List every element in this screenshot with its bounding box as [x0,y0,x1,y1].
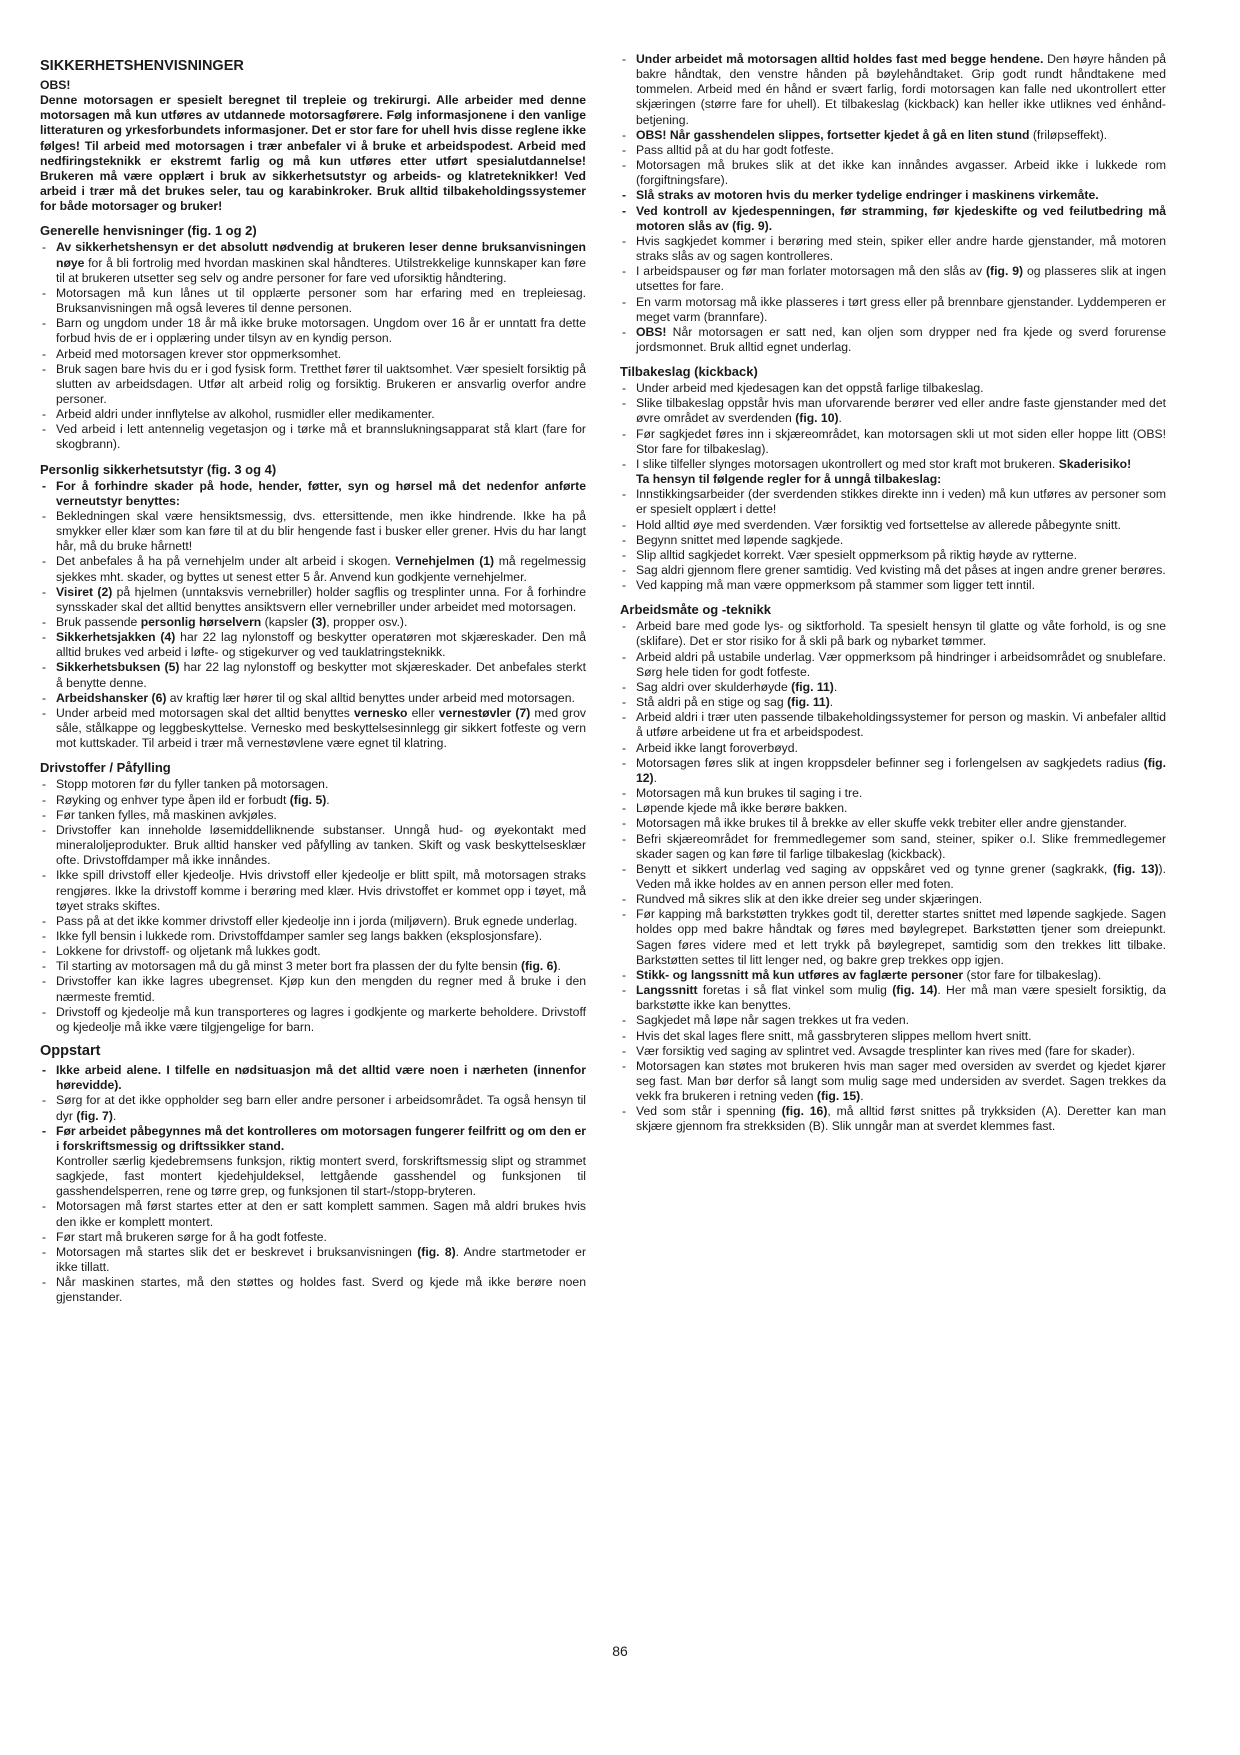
list-item: - Arbeid ikke langt foroverbøyd. [620,741,1166,756]
list-item: - Motorsagen må kun brukes til saging i tre. [620,786,1166,801]
ppe-list [40,479,586,752]
list-item: - Befri skjæreområdet for fremmedlegemer som sand, steiner, spiker o.l. Slike fremmedlegemer skader sagen og kan føre til farlige tilbakeslag (kickback). [620,832,1166,862]
list-item: - Under arbeidet må motorsagen alltid holdes fast med begge hendene. Den høyre hånden på bakre håndtak, den venstre hånden på bøylehåndtaket. Grip godt rundt håndtakene med tommelen. Arbeid med én hånd er svært farlig, fordi motorsagen kan falle ned ukontrollert etter skjæringen (større fare for uhell). Et tilbakeslag (kickback) kan heller ikke utliknes ved énhånd-betjening. [620,52,1166,128]
list-item: - Motorsagen kan støtes mot brukeren hvis man sager med oversiden av sverdet og kjedet kjører seg fast. Man bør derfor så langt som mulig sage med undersiden av sverdet. Sagen trekkes da vekk fra brukeren i retning veden (fig. 15). [620,1059,1166,1104]
list-item: - Arbeid aldri i trær uten passende tilbakeholdingssystemer for person og maskin. Vi anbefaler alltid å utføre arbeidene ut fra et arbeidspodest. [620,710,1166,740]
list-item: - Barn og ungdom under 18 år må ikke bruke motorsagen. Ungdom over 16 år er unntatt fra dette forbud hvis de er i opplæring under tilsyn av en kyndig person. [40,316,586,346]
startup-list [40,1063,586,1154]
list-item: - Motorsagen må ikke brukes til å brekke av eller skuffe vekk trebiter eller andre gjenstander. [620,816,1166,831]
list-item: - Visiret (2) på hjelmen (unntaksvis vernebriller) holder sagflis og tresplinter unna. For å forhindre synsskader skal det alltid benyttes ansiktsvern eller vernebriller under arbeidet med motorsagen. [40,585,586,615]
general-list [40,240,586,452]
list-item: - Sørg for at det ikke oppholder seg barn eller andre personer i arbeidsområdet. Ta også hensyn til dyr (fig. 7). [40,1093,586,1123]
list-item: - Arbeidshansker (6) av kraftig lær hører til og skal alltid benyttes under arbeid med motorsagen. [40,691,586,706]
operation-list [620,52,1166,355]
heading-kickback: Tilbakeslag (kickback) [620,364,758,380]
heading-technique: Arbeidsmåte og -teknikk [620,602,771,618]
list-item: - Bruk sagen bare hvis du er i god fysisk form. Tretthet fører til uaktsomhet. Vær spesielt forsiktig på slutten av arbeidsdagen. Utfør alt arbeid rolig og forsiktig. Brukeren er ansvarlig overfor andre personer. [40,362,586,407]
list-item: - Motorsagen må kun lånes ut til opplærte personer som har erfaring med en trepleiesag. Bruksanvisningen må også leveres til denne personen. [40,286,586,316]
list-item: - Arbeid aldri under innflytelse av alkohol, rusmidler eller medikamenter. [40,407,586,422]
list-item: - Sikkerhetsbuksen (5) har 22 lag nylonstoff og beskytter mot skjæreskader. Det anbefales sterkt å benytte denne. [40,660,586,690]
list-item: - Drivstoffer kan inneholde løsemiddelliknende substanser. Unngå hud- og øyekontakt med mineraloljeprodukter. Bruk alltid hansker ved påfylling av tanken. Skift og vask beskyttelsesklær ofte. Drivstoffdamper må ikke innåndes. [40,823,586,868]
list-item: - Stopp motoren før du fyller tanken på motorsagen. [40,777,586,792]
list-item: - Før tanken fylles, må maskinen avkjøles. [40,808,586,823]
list-item: - Løpende kjede må ikke berøre bakken. [620,801,1166,816]
heading-ppe: Personlig sikkerhetsutstyr (fig. 3 og 4) [40,461,277,477]
list-item: - For å forhindre skader på hode, hender, føtter, syn og hørsel må det nedenfor anførte verneutstyr benyttes: [40,479,586,509]
list-item: - Til starting av motorsagen må du gå minst 3 meter bort fra plassen der du fylte bensin (fig. 6). [40,959,586,974]
list-item: - Vær forsiktig ved saging av splintret ved. Avsagde tresplinter kan rives med (fare for skader). [620,1044,1166,1059]
list-item: - Av sikkerhetshensyn er det absolutt nødvendig at brukeren leser denne bruksanvisningen nøye for å bli fortrolig med hvordan maskinen skal håndteres. Utilstrekkelige kunnskaper kan føre til at brukeren utsetter seg selv og andre personer for fare ved uforsiktig håndtering. [40,240,586,285]
list-item: - Hvis det skal lages flere snitt, må gassbryteren slippes mellom hvert snitt. [620,1029,1166,1044]
list-item: - Det anbefales å ha på vernehjelm under alt arbeid i skogen. Vernehjelmen (1) må regelmessig sjekkes mht. skader, og byttes ut senest etter 5 år. Anvend kun godkjente vernehjelmer. [40,554,586,584]
list-item: - Bekledningen skal være hensiktsmessig, dvs. ettersittende, men ikke hindrende. Ikke ha på smykker eller klær som kan føre til at du blir hengende fast i busker eller grener. Hvis du har langt hår, må du bruke hårnett! [40,509,586,554]
list-item: - Ikke arbeid alene. I tilfelle en nødsituasjon må det alltid være noen i nærheten (innenfor hørevidde). [40,1063,586,1093]
list-item: - Ved kontroll av kjedespenningen, før stramming, før kjedeskifte og ved feilutbedring må motoren slås av (fig. 9). [620,204,1166,234]
list-item: - Benytt et sikkert underlag ved saging av oppskåret ved og tynne grener (sagkrakk, (fig. 13)). Veden må ikke holdes av en annen person eller med foten. [620,862,1166,892]
list-item: - Bruk passende personlig hørselvern (kapsler (3), propper osv.). [40,615,586,630]
list-item: - Ikke fyll bensin i lukkede rom. Drivstoffdamper samler seg langs bakken (eksplosjonsfare). [40,929,586,944]
list-item: - Arbeid aldri på ustabile underlag. Vær oppmerksom på hindringer i arbeidsområdet og snublefare. Sørg hele tiden for godt fotfeste. [620,650,1166,680]
list-item: - Motorsagen må startes slik det er beskrevet i bruksanvisningen (fig. 8). Andre startmetoder er ikke tillatt. [40,1245,586,1275]
obs-label: OBS! [40,78,71,92]
list-item: - Stikk- og langssnitt må kun utføres av faglærte personer (stor fare for tilbakeslag). [620,968,1166,983]
list-item: - Hold alltid øye med sverdenden. Vær forsiktig ved fortsettelse av allerede påbegynte snitt. [620,518,1166,533]
list-item: - Motorsagen føres slik at ingen kroppsdeler befinner seg i forlengelsen av sagkjedets radius (fig. 12). [620,756,1166,786]
list-item: - Under arbeid med kjedesagen kan det oppstå farlige tilbakeslag. [620,381,1166,396]
startup-check-paragraph: Kontroller særlig kjedebremsens funksjon, riktig montert sverd, forskriftsmessig slipt og strammet sagkjede, fast montert kjedehjuldeksel, lettgående gasshendel og funksjonen til gasshendelsperren, rene og tørre grep, og funksjonen til start-/stopp-bryteren. [56,1154,586,1199]
list-item: - Slip alltid sagkjedet korrekt. Vær spesielt oppmerksom på riktig høyde av rytterne. [620,548,1166,563]
fuel-list [40,777,586,1035]
list-item: - Ved kapping må man være oppmerksom på stammer som ligger tett inntil. [620,578,1166,593]
list-item: - Begynn snittet med løpende sagkjede. [620,533,1166,548]
page-number: 86 [612,1643,628,1659]
list-item: - Før start må brukeren sørge for å ha godt fotfeste. [40,1230,586,1245]
list-item: - Før sagkjedet føres inn i skjæreområdet, kan motorsagen skli ut mot siden eller hoppe litt (OBS! Stor fare for tilbakeslag). [620,427,1166,457]
list-item: - Sikkerhetsjakken (4) har 22 lag nylonstoff og beskytter operatøren mot skjæreskader. Den må alltid brukes ved arbeid i løfte- og stigekurver og ved tauklatringsteknikk. [40,630,586,660]
list-item: - Når maskinen startes, må den støttes og holdes fast. Sverd og kjede må ikke berøre noen gjenstander. [40,1275,586,1305]
kickback-rules-list [620,487,1166,593]
list-item: - OBS! Når motorsagen er satt ned, kan oljen som drypper ned fra kjede og sverd forurense jordsmonnet. Bruk alltid egnet underlag. [620,325,1166,355]
list-item: - Hvis sagkjedet kommer i berøring med stein, spiker eller andre harde gjenstander, må motoren straks slås av og sagen kontrolleres. [620,234,1166,264]
list-item: - Arbeid bare med gode lys- og siktforhold. Ta spesielt hensyn til glatte og våte forhold, is og sne (sklifare). Det er stor risiko for å skli på bark og nybarket tømmer. [620,619,1166,649]
list-item: - Sag aldri over skulderhøyde (fig. 11). [620,680,1166,695]
list-item: - Rundved må sikres slik at den ikke dreier seg under skjæringen. [620,892,1166,907]
intro-paragraph: Denne motorsagen er spesielt beregnet til trepleie og trekirurgi. Alle arbeider med denne motorsagen må kun utføres av utdannede motorsagførere. Følg informasjonene i den vanlige litteraturen og yrkesforbundets informasjoner. Det er stor fare for uhell hvis disse reglene ikke følges! Til arbeid med motorsagen i trær anbefaler vi å bruke et arbeidspodest. Arbeid med nedfiringsteknikk er ekstremt farlig og må kun utføres etter utført spesialutdannelse! Brukeren må være opplært i bruk av sikkerhetsutstyr og arbeids- og klatreteknikker! Ved arbeid i trær må det brukes seler, tau og karabinkroker. Bruk alltid tilbakeholdingssystemer for både motorsager og bruker! [40,93,586,214]
list-item: - Pass alltid på at du har godt fotfeste. [620,143,1166,158]
kickback-rules-heading: Ta hensyn til følgende regler for å unngå tilbakeslag: [636,472,942,487]
right-column [620,52,1166,1135]
startup-list-continued [40,1199,586,1305]
list-item: - OBS! Når gasshendelen slippes, fortsetter kjedet å gå en liten stund (friløpseffekt). [620,128,1166,143]
list-item: - Stå aldri på en stige og sag (fig. 11). [620,695,1166,710]
left-column [40,50,586,1306]
list-item: - Motorsagen må først startes etter at den er satt komplett sammen. Sagen må aldri brukes hvis den ikke er komplett montert. [40,1199,586,1229]
list-item: - Før arbeidet påbegynnes må det kontrolleres om motorsagen fungerer feilfritt og om den er i forskriftsmessig og driftssikker stand. [40,1124,586,1154]
list-item: - Sag aldri gjennom flere grener samtidig. Ved kvisting må det påses at ingen andre grener berøres. [620,563,1166,578]
list-item: - En varm motorsag må ikke plasseres i tørt gress eller på brennbare gjenstander. Lyddemperen er meget varm (brannfare). [620,295,1166,325]
list-item: - Sagkjedet må løpe når sagen trekkes ut fra veden. [620,1013,1166,1028]
heading-startup: Oppstart [40,1043,101,1060]
list-item: - Før kapping må barkstøtten trykkes godt til, deretter startes snittet med løpende sagkjede. Sagen holdes opp med bakre håndtak og føres med bøylegrepet. Barkstøtten tjener som dreiepunkt. Sagen føres videre med et lett trykk på bøylegrepet, samtidig som den trekkes litt tilbake. Barkstøtten settes til litt lenger ned, og bakre grep trekkes opp igjen. [620,907,1166,968]
list-item: - Drivstoffer kan ikke lagres ubegrenset. Kjøp kun den mengden du regner med å bruke i den nærmeste fremtid. [40,974,586,1004]
list-item: - Pass på at det ikke kommer drivstoff eller kjedeolje inn i jorda (miljøvern). Bruk egnede underlag. [40,914,586,929]
list-item: - Drivstoff og kjedeolje må kun transporteres og lagres i godkjente og markerte beholdere. Drivstoff og kjedeolje må ikke være tilgjengelige for barn. [40,1005,586,1035]
list-item: - Innstikkingsarbeider (der sverdenden stikkes direkte inn i veden) må kun utføres av personer som er spesielt opplært i dette! [620,487,1166,517]
list-item: - Lokkene for drivstoff- og oljetank må lukkes godt. [40,944,586,959]
list-item: - Under arbeid med motorsagen skal det alltid benyttes vernesko eller vernestøvler (7) med grov såle, stålkappe og leggbeskyttelse. Vernesko med beskyttelsesinnlegg gir sikkert fotfeste og vern mot kuttskader. Til arbeid i trær må vernestøvlene være egnet til klatring. [40,706,586,751]
list-item: - Slå straks av motoren hvis du merker tydelige endringer i maskinens virkemåte. [620,188,1166,203]
list-item: - Slike tilbakeslag oppstår hvis man uforvarende berører ved eller andre faste gjenstander med det øvre området av sverdenden (fig. 10). [620,396,1166,426]
list-item: - Ved som står i spenning (fig. 16), må alltid først snittes på trykksiden (A). Deretter kan man skjære gjennom fra strekksiden (B). Slik unngår man at sverdet klemmes fast. [620,1104,1166,1134]
list-item: - I arbeidspauser og før man forlater motorsagen må den slås av (fig. 9) og plasseres slik at ingen utsettes for fare. [620,264,1166,294]
list-item: - Langssnitt foretas i så flat vinkel som mulig (fig. 14). Her må man være spesielt forsiktig, da barkstøtte ikke kan benyttes. [620,983,1166,1013]
list-item: - I slike tilfeller slynges motorsagen ukontrollert og med stor kraft mot brukeren. Skaderisiko! [620,457,1166,472]
list-item: - Motorsagen må brukes slik at det ikke kan innåndes avgasser. Arbeid ikke i lukkede rom (forgiftningsfare). [620,158,1166,188]
heading-general: Generelle henvisninger (fig. 1 og 2) [40,223,257,239]
page-title: SIKKERHETSHENVISNINGER [40,58,244,74]
technique-list [620,619,1166,1134]
heading-fuel: Drivstoffer / Påfylling [40,760,171,776]
list-item: - Røyking og enhver type åpen ild er forbudt (fig. 5). [40,793,586,808]
kickback-list [620,381,1166,472]
list-item: - Ikke spill drivstoff eller kjedeolje. Hvis drivstoff eller kjedeolje er blitt spilt, må motorsagen straks rengjøres. Ikke la drivstoff komme i berøring med klær. Hvis drivstoffet er kommet opp i tøyet, må tøyet straks skiftes. [40,868,586,913]
list-item: - Ved arbeid i lett antennelig vegetasjon og i tørke må et brannslukningsapparat stå klart (fare for skogbrann). [40,422,586,452]
list-item: - Arbeid med motorsagen krever stor oppmerksomhet. [40,347,586,362]
